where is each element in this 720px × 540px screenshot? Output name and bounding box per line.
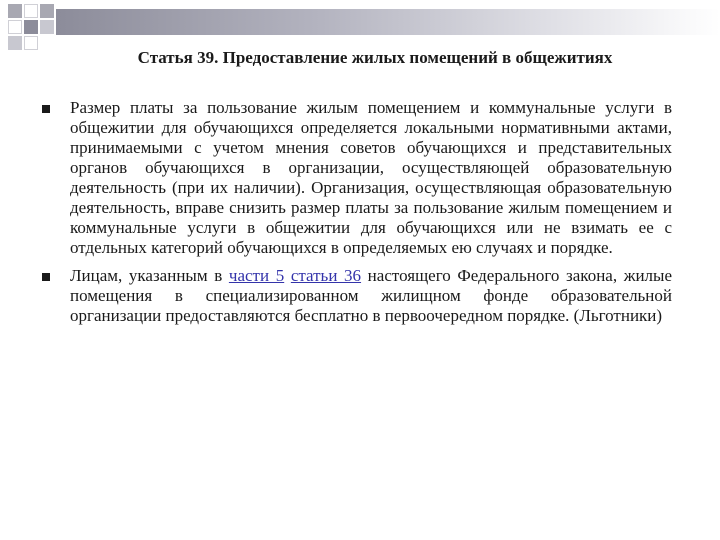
deco-square — [24, 36, 38, 50]
deco-square — [24, 20, 38, 34]
link-part-5[interactable]: части 5 — [228, 266, 285, 285]
deco-square — [8, 20, 22, 34]
bullet-text-between — [284, 266, 291, 285]
bullet-text-before: Лицам, указанным в — [70, 266, 229, 285]
bullet-text: Размер платы за пользование жилым помещением и коммунальные услуги в общежитии для обучающихся определяется локальными нормативными актами, принимаемыми с учетом мнения советов обучающихся и представительных органов обучающихся в организации, осуществляющей образовательную деятельность (при их наличии). Организация, осуществляющая образовательную деятельность, вправе снизить размер платы за пользование жилым помещением и коммунальные услуги в общежитии для обучающихся или не взимать ее с отдельных категорий обучающихся в определяемых ею случаях и порядке. — [70, 98, 672, 257]
link-article-36[interactable]: статьи 36 — [290, 266, 362, 285]
deco-square — [8, 36, 22, 50]
deco-square — [40, 20, 54, 34]
bullet-text-after: настоящего Федерального закона, жилые помещения в специализированном жилищном фонде образовательной организации предоставляются бесплатно в первоочередном порядке. (Льготники) — [70, 266, 673, 325]
list-item — [42, 266, 672, 326]
slide-title: Статья 39. Предоставление жилых помещений в общежитиях — [137, 48, 613, 67]
square-bullet-icon — [42, 273, 50, 281]
list-item — [42, 98, 672, 258]
gradient-bar — [56, 9, 720, 35]
square-bullet-icon — [42, 105, 50, 113]
deco-square — [8, 4, 22, 18]
deco-square — [40, 4, 54, 18]
deco-square — [24, 4, 38, 18]
bullet-list — [42, 98, 672, 334]
